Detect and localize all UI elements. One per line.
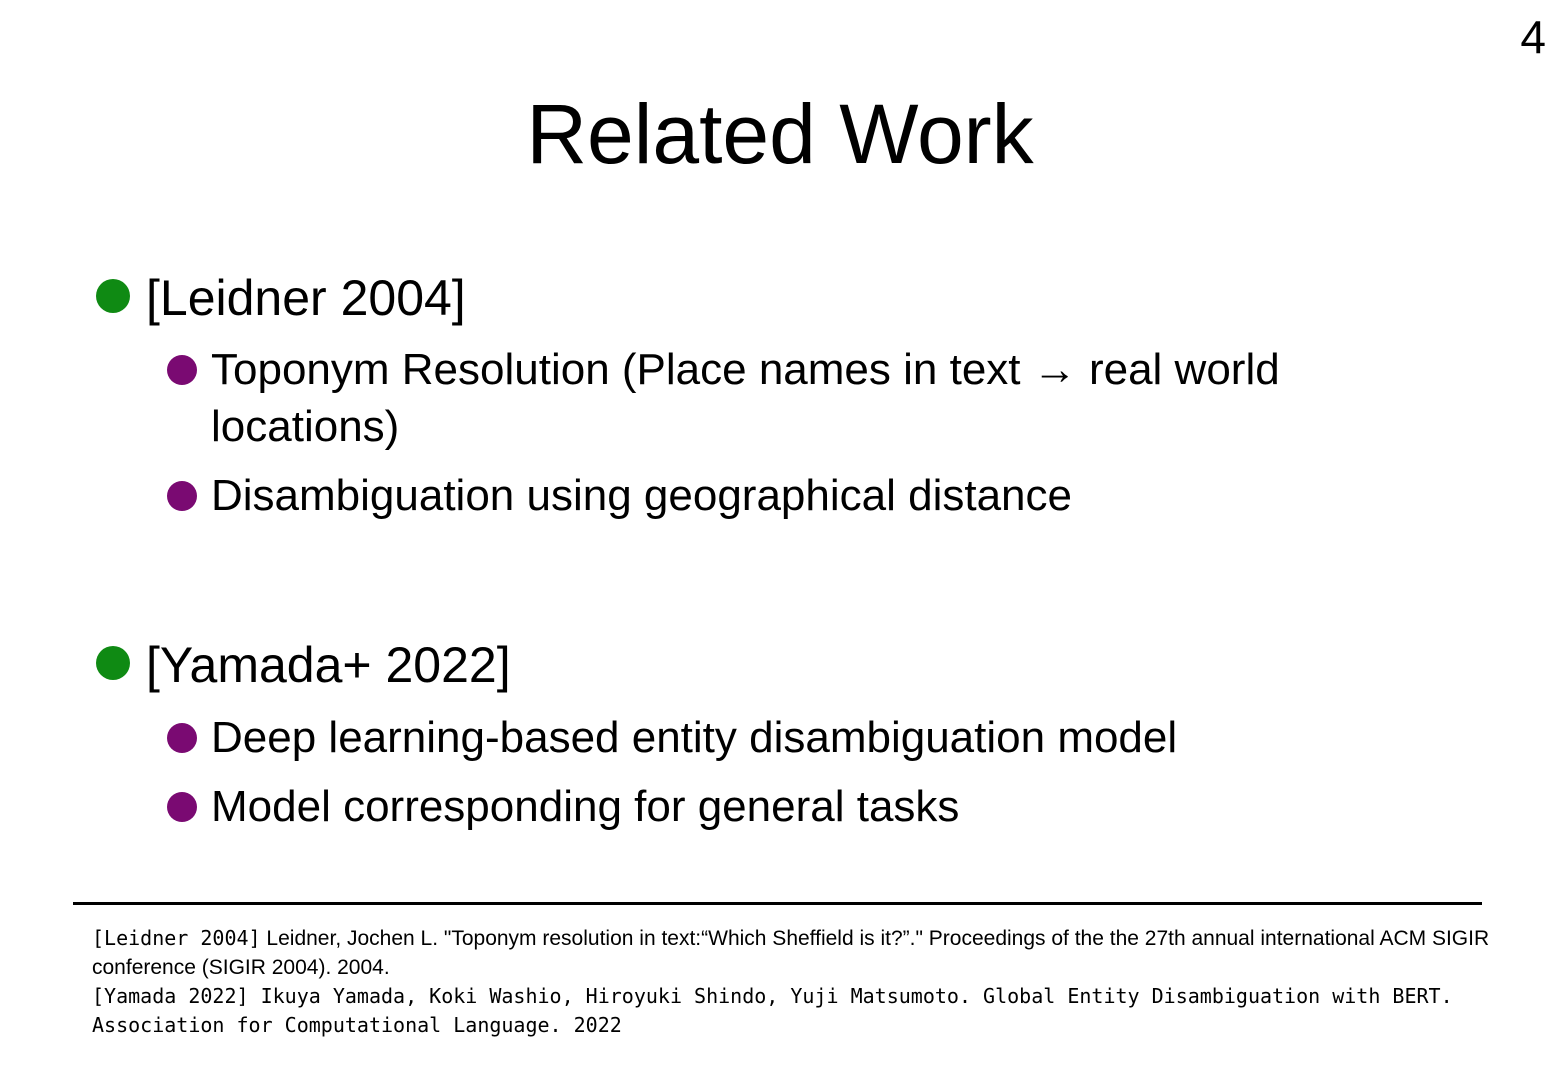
- bullet-leidner-2004: [96, 270, 466, 326]
- purple-bullet-icon: [167, 723, 197, 753]
- bullet-yamada-2022: [96, 637, 511, 693]
- reference-text: Leidner, Jochen L. "Toponym resolution in text:“Which Sheffield is it?”." Proceedings of the the 27th annual international ACM SIGIR conference (SIGIR 2004). 2004.: [92, 927, 1490, 979]
- sub-bullet-text: Deep learning-based entity disambiguation model: [211, 713, 1178, 762]
- sub-bullet-text: Disambiguation using geographical distance: [211, 471, 1072, 520]
- purple-bullet-icon: [167, 792, 197, 822]
- page-number: 4: [1520, 11, 1546, 63]
- purple-bullet-icon: [167, 481, 197, 511]
- slide-title: Related Work: [526, 87, 1034, 181]
- green-bullet-icon: [96, 646, 130, 680]
- bullet-heading: [Leidner 2004]: [146, 270, 466, 326]
- sub-bullet-item: [167, 778, 1427, 835]
- reference-key: [Leidner 2004]: [92, 926, 261, 950]
- references: [92, 924, 1492, 1040]
- sub-bullet-text: Toponym Resolution (Place names in text → real world locations): [211, 345, 1280, 451]
- sub-bullet-item: [167, 709, 1427, 766]
- purple-bullet-icon: [167, 355, 197, 385]
- sub-bullet-text: Model corresponding for general tasks: [211, 782, 960, 831]
- reference-yamada: [Yamada 2022] Ikuya Yamada, Koki Washio, Hiroyuki Shindo, Yuji Matsumoto. Global Entity Disambiguation with BERT. Association for Computational Language. 2022: [92, 984, 1453, 1037]
- green-bullet-icon: [96, 279, 130, 313]
- footnote-divider: [73, 902, 1482, 905]
- sub-bullet-item: [167, 341, 1427, 455]
- bullet-heading: [Yamada+ 2022]: [146, 637, 511, 693]
- reference-leidner: [92, 924, 1492, 982]
- sub-bullet-item: [167, 467, 1427, 524]
